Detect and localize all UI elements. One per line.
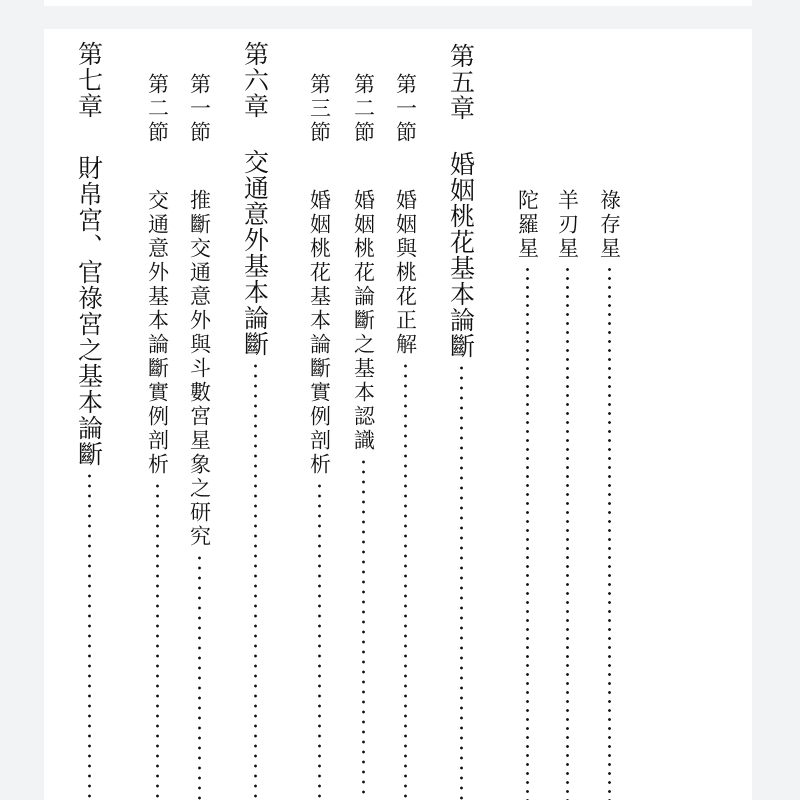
- toc-ch5-section-2[interactable]: [346, 73, 380, 800]
- toc-page: [44, 29, 752, 800]
- section-title: 婚姻與桃花正解: [393, 189, 418, 357]
- toc-ch6-section-2[interactable]: [140, 73, 174, 800]
- section-number: 第一節: [187, 73, 212, 145]
- toc-chapter-7[interactable]: [72, 41, 106, 800]
- toc-chapter-5[interactable]: [444, 43, 478, 800]
- toc-chapter-6[interactable]: [238, 41, 272, 800]
- toc-ch6-section-1[interactable]: [182, 73, 216, 800]
- dot-leader: [608, 265, 611, 800]
- dot-leader: [404, 361, 407, 800]
- dot-leader: [460, 363, 463, 800]
- section-title: 婚姻桃花基本論斷實例剖析: [307, 189, 332, 477]
- chapter-title: 交通意外基本論斷: [240, 149, 270, 357]
- previous-page-edge: [44, 0, 752, 6]
- section-title: 婚姻桃花論斷之基本認識: [351, 189, 376, 453]
- dot-leader: [156, 481, 159, 800]
- toc-item-lucun[interactable]: [592, 189, 626, 800]
- toc-item-title: 羊刃星: [555, 189, 580, 261]
- chapter-number: 第七章: [74, 41, 104, 119]
- section-number: 第一節: [393, 73, 418, 145]
- dot-leader: [318, 481, 321, 800]
- section-number: 第二節: [351, 73, 376, 145]
- section-title: 推斷交通意外與斗數宮星象之研究: [187, 189, 212, 549]
- dot-leader: [566, 265, 569, 800]
- toc-ch5-section-3[interactable]: [302, 73, 336, 800]
- section-title: 交通意外基本論斷實例剖析: [145, 189, 170, 477]
- chapter-title: 婚姻桃花基本論斷: [446, 151, 476, 359]
- dot-leader: [254, 361, 257, 800]
- dot-leader: [88, 471, 91, 800]
- dot-leader: [526, 265, 529, 800]
- toc-item-yangren[interactable]: [550, 189, 584, 800]
- chapter-number: 第六章: [240, 41, 270, 119]
- toc-item-title: 祿存星: [597, 189, 622, 261]
- toc-item-title: 陀羅星: [515, 189, 540, 261]
- toc-ch5-section-1[interactable]: [388, 73, 422, 800]
- chapter-title: 財帛宮、官祿宮之基本論斷: [74, 155, 104, 467]
- section-number: 第三節: [307, 73, 332, 145]
- section-number: 第二節: [145, 73, 170, 145]
- dot-leader: [198, 553, 201, 800]
- chapter-number: 第五章: [446, 43, 476, 121]
- dot-leader: [362, 457, 365, 800]
- toc-item-tuoluo[interactable]: [510, 189, 544, 800]
